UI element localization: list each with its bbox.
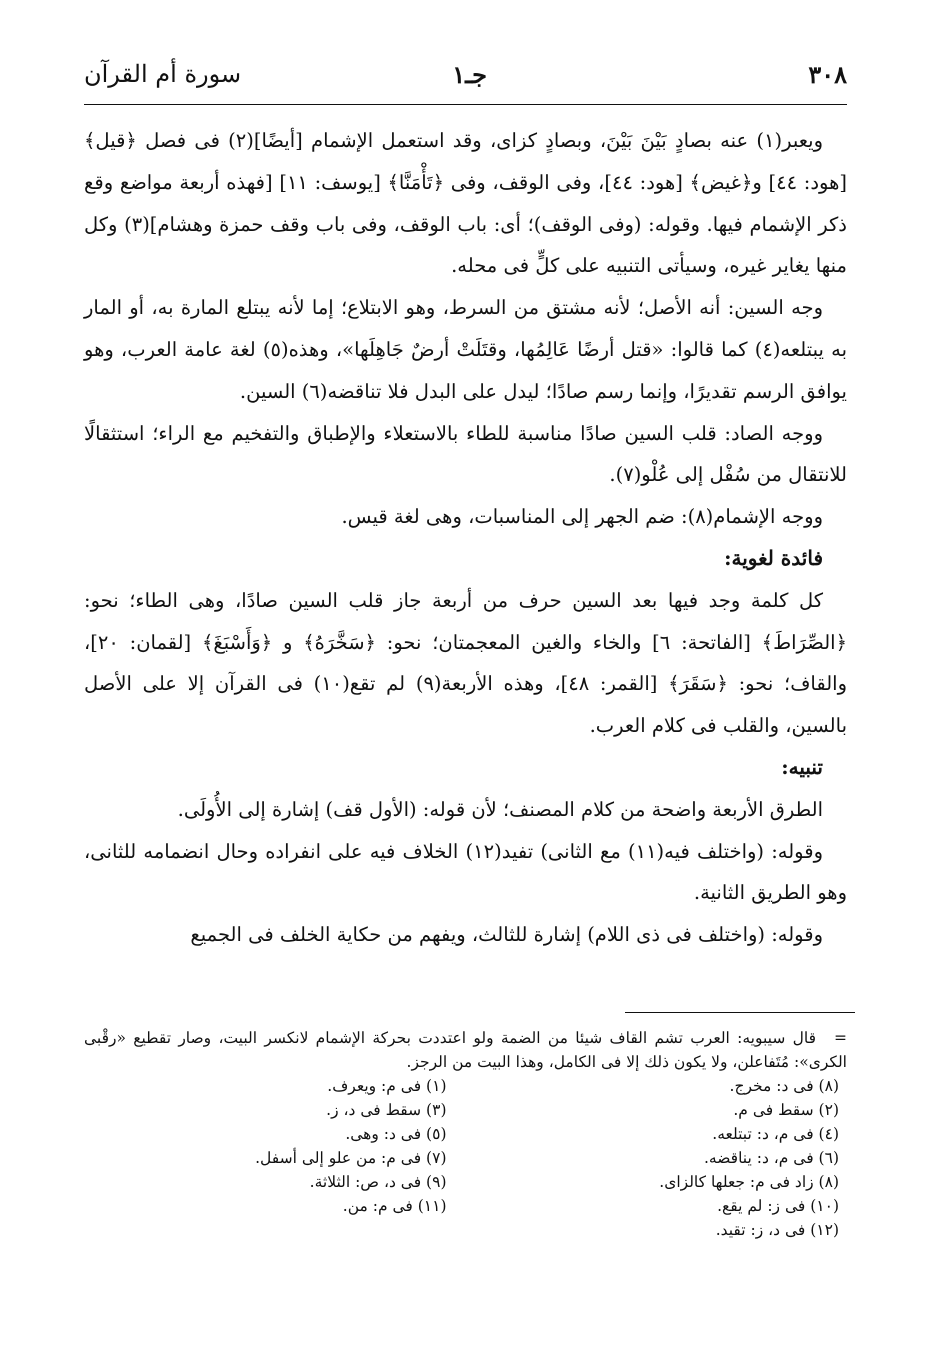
footnote-item: (٣) سقط فى د، ز. xyxy=(326,1101,447,1119)
volume-label: جـ١ xyxy=(452,60,487,89)
paragraph: ووجه الصاد: قلب السين صادًا مناسبة للطاء بالاستعلاء والإطباق والتفخيم مع الراء؛ استثقالًا للانتقال من سُفْل إلى عُلْو(٧). xyxy=(84,421,847,487)
running-title: سورة أم القرآن xyxy=(84,60,242,88)
section-heading: فائدة لغوية: xyxy=(724,545,823,570)
paragraph: وجه السين: أنه الأصل؛ لأنه مشتق من السرط، وهو الابتلاع؛ إما لأنه يبتلع المارة به، أو المار به يبتلعه(٤) كما قالوا: «قتل أرضًا عَالِمُها، وقتَلَتْ أرضٌ جَاهِلَها»، وهذه(٥) لغة عامة العرب، وهو يوافق الرسم تقديرًا، وإنما رسم صادًا؛ ليدل على البدل فلا تناقضه(٦) السين. xyxy=(84,296,847,403)
footnote-item: (٩) فى د، ص: الثلاثة. xyxy=(309,1173,447,1191)
footnote-item: (٨) زاد فى م: جعلها كالزاى. xyxy=(659,1173,839,1191)
footnote-continuation xyxy=(84,1026,847,1074)
paragraph: وقوله: (واختلف فيه(١١) مع الثانى) تفيد(١٢) الخلاف فيه على انفراده وحال انضمامه للثانى، وهو الطريق الثانية. xyxy=(84,839,847,905)
footnote-item: (١٢) فى د، ز: تقيد. xyxy=(715,1221,839,1239)
footnote-item: (٦) فى م، د: يناقضه. xyxy=(704,1149,839,1167)
footnote-item: (٥) فى د: وهى. xyxy=(345,1125,447,1143)
footnote-item: (٢) سقط فى م. xyxy=(733,1101,839,1119)
main-text xyxy=(84,120,847,956)
footnote-continuation-text: قال سيبويه: العرب تشم القاف شيئا من الضمة ولو اعتددت بحركة الإشمام لانكسر البيت، وصار تقطيع «رقْبى الكرى»: مُتَفاعلن، ولا يكون ذلك إلا فى الكامل، وهذا البيت من الرجز. xyxy=(84,1029,847,1071)
footnote-item: (١٠) فى ز: لم يقع. xyxy=(717,1197,839,1215)
footnote-item: (٤) فى م، د: تبتلعه. xyxy=(712,1125,839,1143)
continuation-marker: = xyxy=(834,1029,847,1047)
footnotes xyxy=(84,1026,847,1242)
footnote-item: (٧) فى م: من علو إلى أسفل. xyxy=(255,1149,447,1167)
paragraph: وقوله: (واختلف فى ذى اللام) إشارة للثالث، ويفهم من حكاية الخلف فى الجميع xyxy=(190,923,823,947)
footnote-item: (١١) فى م: من. xyxy=(342,1197,447,1215)
section-heading: تنبيه: xyxy=(781,754,823,779)
paragraph: الطرق الأربعة واضحة من كلام المصنف؛ لأن قوله: (الأول قف) إشارة إلى الأُولَى. xyxy=(177,797,823,821)
page-number: ٣٠٨ xyxy=(808,60,847,89)
footnote-item: (٨) فى د: مخرج. xyxy=(729,1077,839,1095)
paragraph: ووجه الإشمام(٨): ضم الجهر إلى المناسبات، وهى لغة قيس. xyxy=(341,505,823,529)
footnote-item: (١) فى م: ويعرف. xyxy=(327,1077,447,1095)
running-header xyxy=(84,58,847,105)
footnote-separator xyxy=(625,1012,855,1013)
footnote-list xyxy=(84,1074,847,1242)
paragraph: كل كلمة وجد فيها بعد السين حرف من أربعة جاز قلب السين صادًا، وهى الطاء؛ نحو: ﴿الصِّرَاطَ﴾ [الفاتحة: ٦] والخاء والغين المعجمتان؛ نحو: ﴿سَخَّرَهُ﴾ و ﴿وَأَسْبَغَ﴾ [لقمان: ٢٠]، والقاف؛ نحو: ﴿سَقَرَ﴾ [القمر: ٤٨]، وهذه الأربعة(٩) لم تقع(١٠) فى القرآن إلا على الأصل بالسين، والقلب فى كلام العرب. xyxy=(84,588,847,738)
paragraph: ويعبر(١) عنه بصادٍ بَيْنَ بَيْنَ، وبصادٍ كزاى، وقد استعمل الإشمام [أيضًا](٢) فى فصل ﴿قيل﴾ [هود: ٤٤] و﴿غيض﴾ [هود: ٤٤]، وفى الوقف، وفى ﴿تَأْمَنَّا﴾ [يوسف: ١١] [فهذه أربعة مواضع وقع ذكر الإشمام فيها. وقوله: (وفى الوقف)؛ أى: باب الوقف، وفى باب وقف حمزة وهشام](٣) وكل منها يغاير غيره، وسيأتى التنبيه على كلٍّ فى محله. xyxy=(84,129,848,278)
